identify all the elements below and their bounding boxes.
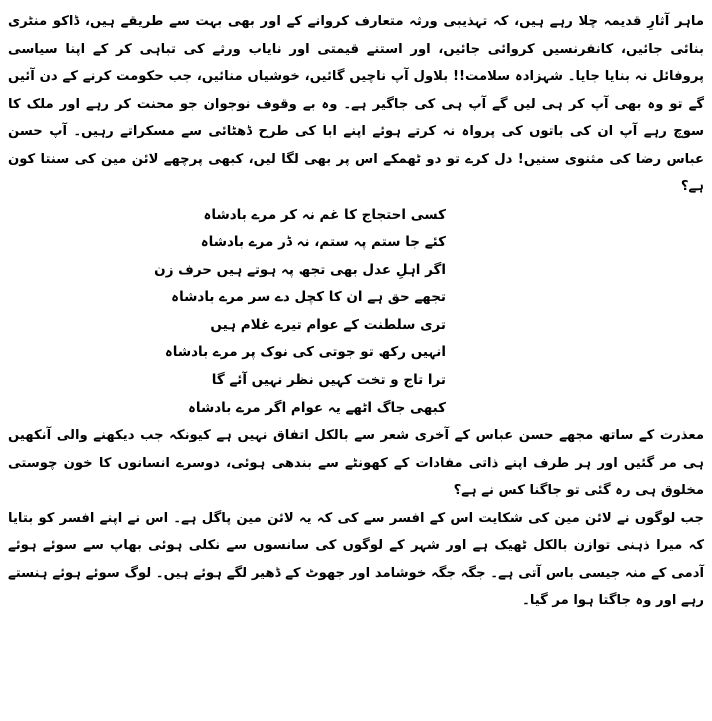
poem-verse-3: اگر اہلِ عدل بھی تجھ پہ ہوتے ہیں حرف زن bbox=[154, 261, 446, 278]
poem-verse-2: کئے جا ستم پہ ستم، نہ ڈر مرے بادشاہ bbox=[200, 234, 446, 251]
poem-verse-8: کبھی جاگ اٹھے یہ عوام اگر مرے بادشاہ bbox=[187, 399, 446, 416]
poem-verse-4: تجھے حق ہے ان کا کچل دے سر مرے بادشاہ bbox=[171, 289, 446, 306]
poem-verse-1: کسی احتجاج کا غم نہ کر مرے بادشاہ bbox=[203, 206, 446, 223]
poem-verse-6: انہیں رکھ تو جوتی کی نوک پر مرے بادشاہ bbox=[164, 344, 446, 361]
poem bbox=[8, 202, 704, 423]
paragraph-3: جب لوگوں نے لائن مین کی شکایت اس کے افسر سے کی کہ یہ لائن مین پاگل ہے۔ اس نے اپنے افسر کو بتایا کہ میرا ذہنی توازن بالکل ٹھیک ہے اور شہر کے لوگوں کی سانسوں سے نکلی ہوئی بھاپ سے سوئے ہوئے آدمی کے منہ جیسی باس آتی ہے۔ جگہ جگہ خوشامد اور جھوٹ کے ڈھیر لگے ہوئے ہیں۔ لوگ سوئے ہوئے ہنستے رہے اور وہ جاگتا ہوا مر گیا۔ bbox=[8, 510, 704, 609]
poem-verse-7: ترا تاج و تخت کہیں نظر نہیں آئے گا bbox=[211, 372, 446, 389]
paragraph-1: ماہر آثارِ قدیمہ چلا رہے ہیں، کہ تہذیبی ورثہ متعارف کروانے کے اور بھی بہت سے طریقے ہیں، ڈاکو منٹری بنائی جائیں، کانفرنسیں کروائی جائیں، اور استنے قیمتی اور نایاب ورثے کی تباہی کر کے اپنا سیاسی پروفائل نہ بنایا جایا۔ شہزادہ سلامت!! بلاول آپ ناچیں گائیں، خوشیاں منائیں، جب حکومت کرنے کے دن آئیں گے تو وہ بھی آپ کر ہی لیں گے آپ ہی کی جاگیر ہے۔ وہ بے وقوف نوجوان جو محنت کر رہے اور ملک کا سوچ رہے آپ ان کی باتوں کی پرواہ نہ کرتے ہوئے اپنے ابا کی طرح ڈھٹائی سے مسکراتے رہیں۔ آپ حسن عباس رضا کی مثنوی سنیں! دل کرے تو دو ٹھمکے اس پر بھی لگا لیں، کبھی پرچھے لائن مین کی سنتا کون ہے؟ bbox=[8, 14, 704, 194]
poem-verse-5: تری سلطنت کے عوام تیرے غلام ہیں bbox=[210, 316, 446, 333]
paragraph-2: معذرت کے ساتھ مجھے حسن عباس کے آخری شعر سے بالکل اتفاق نہیں ہے کیونکہ جب دیکھنے والی آنکھیں ہی مر گئیں اور ہر طرف اپنے ذاتی مفادات کے کھونٹے سے بندھی ہوئی، دوسرے انسانوں کا خون چوستی مخلوق ہی رہ گئی تو جاگنا کس نے ہے؟ bbox=[8, 428, 704, 499]
